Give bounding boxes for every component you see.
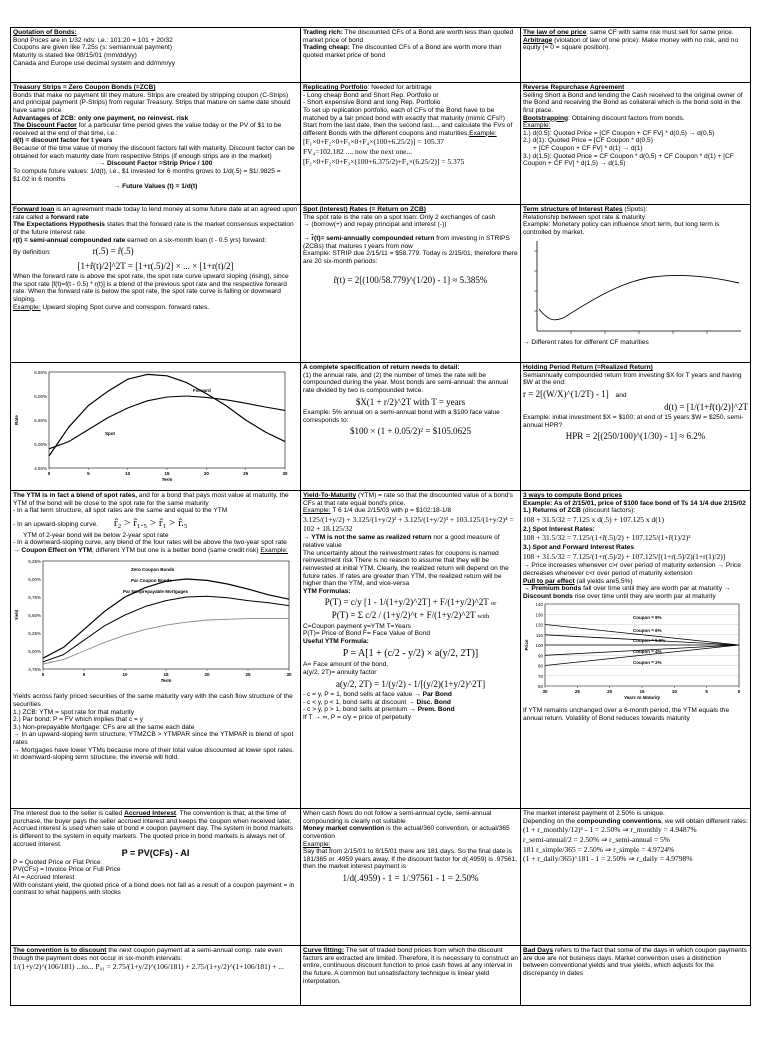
bootstrap-result: → d(0,5)	[688, 129, 715, 137]
bond-pricing-section	[521, 491, 751, 809]
ytm-blend-term: The YTM is in fact a blend of spot rates,	[13, 492, 138, 499]
term-structure-caption: → Different rates for different CF maturities	[523, 339, 649, 347]
compounding-text: , we will obtain different rates:	[661, 817, 748, 825]
ytm-title: Yield-To-Maturity	[303, 492, 357, 499]
replication-equation: [F₁×0+F₂×0+F₃×0+F₄×(100+6.25/2)] = 105.37	[303, 137, 445, 147]
return-specification-section	[301, 363, 521, 491]
example-label: Example:	[260, 546, 288, 554]
y-tick-label: 5.00%	[34, 442, 47, 447]
x-tick-label: 25	[243, 471, 249, 476]
coupon-effect-term: → Coupon Effect on YTM	[13, 546, 92, 554]
x-tick-label: 20	[203, 471, 209, 476]
spot-curve-sketch	[539, 275, 739, 319]
accrued-interest-variable: AI = Accrued Interest	[13, 873, 75, 881]
with-label: with	[477, 613, 490, 621]
daily-rate-equation: (1 + r_daily/365)^181 - 1 = 2.50% ⇒ r_daily = 4.9798%	[523, 854, 693, 864]
replicating-text: To set up replication portfolio, each of CFs of the Bond have to be matched by a fair priced bond with exactly that maturity (mimic CFs!!)	[303, 106, 505, 122]
monthly-rate-equation: (1 + r_monthly/12)⁶ - 1 = 2.50% ⇒ r_monthly = 4.9487%	[523, 825, 697, 835]
reverse-repo-bootstrapping-section	[521, 83, 751, 205]
strips-text: Bonds that make no payment till they mature. Strips are created by stripping coupon (C-Strips) and principal payment (P-Strips) from regular Treasury. Strips that mature on same date should have same price	[13, 91, 291, 114]
semi-annual-rate-equation: r_semi-annual/2 = 2.50% ⇒ r_semi-annual = 5%	[523, 834, 671, 844]
curve-fitting-section	[301, 946, 521, 1006]
reverse-repo-title: Reverse Repurchase Agreement	[523, 84, 625, 91]
forward-loan-text: is an agreement made today to lend money at some future date at an agreed upon rate called a	[13, 206, 298, 221]
forward-spot-chart-section	[11, 363, 301, 491]
bond-case: - c > y, p > 1, bond sells at premium	[303, 706, 410, 714]
y-tick-label: 6,25%	[28, 558, 41, 564]
reinvestment-risk-text: The uncertainty about the reinvestment rates for coupons is named reinvestment risk There is no reason to assume that they will be reinvested at initial YTM. Clearly, the realized return will depend on the future rates. If rates are greater than YTM, the realized return will be higher than the YTM, and vice-versa	[303, 549, 509, 588]
term-structure-subtitle: (Spots):	[622, 206, 648, 213]
series-line	[43, 596, 289, 662]
curve-fitting-term: Curve fitting:	[303, 947, 345, 954]
y-tick-label: 5,50%	[28, 612, 41, 618]
accrued-interest-section	[11, 809, 301, 946]
return-spec-example: Example: 5% annual on a semi-annual bond with a $100 face value corresponds to:	[303, 409, 500, 424]
yield-variation-text: Yields across fairly priced securities of the same maturity vary with the cash flow structure of the securities	[13, 693, 293, 708]
y-tick-label: 120	[535, 622, 543, 628]
forward-rate-definition-text: earned on a six-month loan (t - 0.5 yrs) forward:	[125, 236, 267, 244]
ytm-formula: P(T) = c/y [1 - 1/(1+y/2)^2T] + F/(1+y/2)^2T	[324, 597, 489, 608]
discount-bonds-label: → Discount bonds	[523, 585, 731, 600]
spot-rates-title: Spot (Interest) Rates (= Return on ZCB)	[303, 206, 426, 213]
y-tick-label: 140	[535, 602, 543, 608]
money-market-example: Say that from 2/15/01 to 8/15/01 there are 181 days. So the final date is 181/365 or .4959 years away. If the discount factor for d(.4959) is .97561, then the market interest payment is	[303, 848, 517, 871]
y-tick-label: 4.50%	[34, 466, 47, 471]
replicating-bullet: - Short expensive Bond and long Rep. Portfolio	[303, 99, 441, 107]
example-label: Example:	[303, 507, 331, 515]
replication-equation: [F₁×0+F₂×0+F₃×(100+6.375/2)+F₄×(6.25/2)] = 5.375	[303, 156, 465, 166]
forward-vs-spot-text: When the forward rate is above the spot rate, the spot rate curve upward sloping (rising), since the spot rate [f(t)=f(t - 0.5) * r(t)] is a blend of the previous spot rate and the respective forward rate. When the forward rate is below the spot rate, the spot rate curve is falling or downward sloping.	[13, 273, 289, 303]
premium-bonds-label: → Premium bonds	[523, 585, 582, 593]
quotation-line: Canada and Europe use decimal system and dd/mm/yy	[13, 59, 175, 67]
term-structure-sketch	[523, 237, 747, 337]
y-tick-label: 70	[537, 674, 543, 680]
x-tick-label: 10	[125, 471, 131, 476]
ytm-blend-section	[11, 491, 301, 809]
compounding-equation: $X(1 + r/2)^2T with T = years	[355, 396, 466, 407]
ytm-formula: P(T) = Σ c/2 / (1+y/2)^t + F/(1+y/2)^2T	[331, 610, 476, 621]
forward-price-equation: 108 + 31.5/32 = 7.125/(1+r(.5)/2) + 107.125/[(1+r(.5)/2)(1+r(1)/2)]	[523, 551, 726, 561]
replicating-title-desc: : Needed for arbitrage	[367, 84, 432, 91]
series-label: Par Coupon Bonds	[131, 577, 172, 583]
method-subtitle: (discount factors):	[580, 507, 636, 515]
replicating-bullet: - Long cheap Bond and Short Rep. Portfolio or	[303, 91, 439, 99]
series-line	[43, 618, 289, 663]
series-line	[49, 374, 285, 456]
reverse-repo-text: Selling Short a Bond and lending the Cash received to the original owner of the Bond and receiving the Bond as collateral which is the bond sold in the first place.	[523, 91, 743, 114]
trading-rich-term: Trading rich:	[303, 29, 343, 36]
trading-section	[301, 28, 521, 83]
bond-pricing-title: 3 ways to compute Bond prices	[523, 492, 622, 499]
accrued-interest-variable: P = Quoted Price or Flat Price	[13, 858, 101, 866]
future-value-formula: → Future Values (t) = 1/d(t)	[113, 183, 198, 191]
bond-pricing-example: Example: As of 2/15/01, price of $100 face bond of Ts 14 1/4 due 2/15/02	[523, 499, 746, 507]
pull-to-par-text: rise over time until they are worth par at maturity	[572, 592, 716, 600]
arbitrage-text: (violation of law of one price): Make money with no risk, and no equity (= 0 = square position).	[523, 36, 739, 52]
spot-rate-equation: r̂(t) = 2[(100/58.779)^(1/20) - 1] ≈ 5.385%	[333, 275, 488, 286]
accrued-interest-text: . The convention is that, at the time of purchase, the buyer pays the seller accrued interest and keeps the coupon when received later. Accrued interest is used when sale of bond ≠ coupon payment day. The system in bond markets is different to the system in equity markets. The quoted price in bond markets is always net of accrued interest.	[13, 810, 294, 848]
bad-days-section	[521, 946, 751, 1006]
bad-days-term: Bad Days	[523, 947, 554, 954]
strips-title: Treasury Strips = Zero Coupon Bonds (=ZCB)	[13, 84, 156, 91]
quotation-line: Bond Prices are in 1/32 nds: i.e.: 101:20 = 101 + 20/32	[13, 36, 173, 44]
coupon-effect-chart	[13, 555, 298, 691]
x-axis-label: Term	[161, 477, 173, 482]
accrued-interest-term: Accrued Interest	[124, 810, 177, 817]
ytm-bullet: - In a downward-sloping curve, any blend of the four rates will be above the two-year spot rate	[13, 539, 287, 547]
yield-list-item: In downward-sloping term structure, the inverse will hold.	[13, 754, 180, 762]
y-tick-label: 110	[535, 633, 543, 639]
series-label: Coupon = 6%	[633, 628, 662, 634]
bootstrapping-title: Bootstrapping	[523, 114, 569, 122]
method-title: 3.) Spot and Forward Interest Rates	[523, 543, 635, 551]
convention-term: The convention is to discount	[13, 947, 107, 954]
treasury-strips-section	[11, 83, 301, 205]
ytm-blend-text: and for a bond that pays most value at maturity, the YTM of the bond will be close to the spot rate for the same maturity	[13, 492, 289, 507]
convention-equation: 1/(1+y/2)^(106/181) ...to... P₀₁ = 2.75/(1+y/2)^(106/181) + 2.75/(1+y/2)^(1+106/181) + ...	[13, 962, 284, 972]
sketch-ticks	[534, 251, 707, 334]
y-tick-label: 130	[535, 612, 543, 618]
series-label: Coupon = 2%	[633, 660, 662, 666]
compounding-example-equation: $100 × (1 + 0.05/2)² = $105.0625	[350, 426, 471, 437]
x-axis-label: Term	[160, 677, 172, 683]
trading-rich-text: The discounted CFs of a Bond are worth less than quoted market price of bond	[303, 29, 514, 44]
par-bond-label: → Par Bond	[414, 690, 452, 698]
spot-rate-definition-text: from investing in STRIPS (ZCBs) that matures t years from now	[303, 234, 510, 250]
replicating-text: Start from the last date, then the second last..., and calculate the FVs of different Bonds with the different coupons and maturities.	[303, 122, 513, 137]
x-tick-label: 15	[164, 471, 170, 476]
perpetuity-text: If T → ∞, P = c/y = price of perpetuity	[303, 713, 412, 721]
spot-ordering-equation: r̂₂ > r̂₁.₅ > r̂₁ > r̂.₅	[113, 516, 188, 529]
expectations-hypothesis-term: The Expectations Hypothesis	[13, 221, 105, 229]
x-tick-label: 20	[607, 689, 613, 695]
law-of-one-price-section	[521, 28, 751, 83]
hpr-text: Semiannually compounded return from investing $X for T years and having $W at the end:	[523, 371, 742, 387]
replicating-title: Replicating Portfolio	[303, 84, 368, 91]
coupon-discount-convention-section	[11, 946, 301, 1006]
ytm-bullet: YTM of 2-year bond will be below 2-year spot rate	[23, 531, 169, 539]
yield-list-item: 3.) Non-prepayable Mortgage: CFs are all the same each date	[13, 723, 195, 731]
bad-days-text: refers to the fact that some of the days in which coupon payments are due are not business days. Market convention uses a distinction between conventional yields and true yields, which adjusts for the discrepancy in dates	[523, 947, 747, 977]
y-tick-label: 4,75%	[28, 666, 41, 672]
x-tick-label: 10	[671, 689, 677, 695]
bootstrap-result: → d(1,5)	[599, 160, 626, 168]
hpr-example: Example: initial investment $X = $100; at end of 15 years $W = $250, semi-annual HPR?	[523, 414, 744, 429]
spot-rates-text: The spot rate is the rate on a spot loan: Only 2 exchanges of cash	[303, 213, 496, 221]
fv4-result: FV₄=102.182 .... now the next one...	[303, 147, 413, 157]
y-tick-label: 5.50%	[34, 418, 47, 423]
coupon-effect-text: , different YTM but one is a better bond (same credit risk)	[92, 546, 259, 554]
forward-loan-term: Forward loan	[13, 206, 55, 213]
series-label: Spot	[105, 431, 115, 436]
example-label: Example:	[13, 303, 41, 311]
premium-bond-label: → Prem. Bond	[409, 706, 455, 714]
x-tick-label: 25	[245, 671, 251, 677]
y-tick-label: 6.50%	[34, 370, 47, 375]
series-label: Par Nonprepayable Mortgages	[123, 588, 189, 594]
series-label: Coupon = 4%	[633, 649, 662, 655]
discount-factor-paragraph: Because of the time value of money the discount factors fall with maturity. Discount factor can be obtained for each maturity date from respective Strips (if enough strips are in the market)	[13, 145, 295, 160]
yield-list-item: → In an upward-sloping term structure, YTMZCB > YTMPAR since the YTMPAR is blend of spot rates	[13, 731, 294, 747]
forward-loan-section	[11, 205, 301, 363]
y-axis-label: Price	[524, 639, 529, 651]
bootstrap-step: 3.) d(1,5): Quoted Price = CF Coupon * d(0,5) + CF Coupon * d(1) + [CF Coupon + CF FV] * d(1,5)	[523, 152, 734, 168]
spot-rate-definition: → r̂(t)= semi-annually compounded return	[303, 234, 435, 242]
hpr-example-equation: HPR = 2[(250/100)^(1/30) - 1] ≈ 6.2%	[565, 431, 706, 442]
discount-factor-text: for a particular time period gives the value today or the PV of $1 to be received at the end of that time, i.e.:	[13, 122, 282, 137]
useful-ytm-title: Useful YTM Formula:	[303, 637, 369, 645]
discount-factor-equation: d(t) = [1/(1+r̂(t)/2)]^2T	[664, 401, 748, 412]
x-tick-label: 10	[122, 671, 128, 677]
x-tick-label: 15	[639, 689, 645, 695]
and-label: and	[615, 391, 627, 399]
law-text: : same CF with same risk must sell for same price.	[586, 29, 734, 36]
ytm-variables: C=Coupon payment y=YTM T=Years	[303, 622, 411, 630]
yield-list-item: 2.) Par bond: P = FV which implies that c = y	[13, 716, 143, 724]
replicating-portfolio-section	[301, 83, 521, 205]
discount-bond-label: → Disc. Bond	[408, 698, 451, 706]
bootstrap-step: + [CF Coupon + CF FV] * d(1)	[533, 145, 621, 153]
bootstrap-step: 1.) d(0.5): Quoted Price = [CF Coupon + CF FV] * d(0,5)	[523, 129, 687, 137]
money-market-term: Money market convention	[303, 825, 385, 833]
ytm-example-equation: 3.125/(1+y/2) + 3.125/(1+y/2)² + 3.125/(1+y/2)³ + 103.125/(1+y/2)⁴ = 102 + 18.125/32	[303, 514, 514, 533]
term-structure-section	[521, 205, 751, 363]
zcb-price-equation: 108 + 31.5/32 = 7.125 x d(.5) + 107.125 x d(1)	[523, 514, 665, 524]
forward-example-text: Upward sloping Spot curve and correspon. forward rates.	[40, 303, 210, 311]
method-title: 2.) Spot Interest Rates:	[523, 525, 595, 533]
spot-rates-text: → (borrow(+) and repay principal and interest (-))	[303, 221, 447, 229]
forward-equation: r(.5) = r̂(.5)	[92, 246, 134, 257]
x-tick-label: 20	[204, 671, 210, 677]
ytm-formulas-title: YTM Formulas:	[303, 587, 351, 595]
ytm-realized-term: → YTM is not the same as realized return	[303, 534, 432, 542]
series-label: Coupon = 8%	[633, 615, 662, 621]
x-tick-label: 30	[542, 689, 548, 695]
example-label: Example:	[469, 129, 497, 137]
y-tick-label: 90	[537, 653, 543, 659]
money-market-equation: 1/d(.4959) - 1 = 1/.97561 - 1 = 2.50%	[342, 873, 479, 884]
pull-to-par-text: fall over time until they are worth par at maturity	[581, 585, 724, 593]
pull-to-par-subtitle: (all yields are5,5%)	[574, 577, 633, 585]
term-structure-text: Relationship between spot rate & maturity	[523, 213, 646, 221]
series-label: Zero Coupon Bonds	[131, 566, 175, 572]
accrued-interest-text: With constant yield, the quoted price of a bond does not fall as a result of a coupon payment = in contrast to what happens with stocks	[13, 881, 295, 897]
arbitrage-term: Arbitrage	[523, 36, 553, 44]
example-label: Example:	[303, 840, 331, 848]
x-tick-label: 5	[87, 471, 90, 476]
plot-area	[49, 372, 285, 468]
quotation-line: Coupons are given like 7.25s (s: semiannual payment)	[13, 44, 173, 52]
x-tick-label: 30	[286, 671, 292, 677]
by-definition-label: By definition:	[13, 249, 51, 257]
x-tick-label: 25	[574, 689, 580, 695]
y-tick-label: 5,00%	[28, 648, 41, 654]
quotation-title: Quotation of Bonds:	[13, 29, 77, 36]
cheat-sheet	[10, 27, 751, 1006]
compounding-conventions-section	[521, 809, 751, 946]
convention-text: the next coupon payment at a semi-annual comp. rate even though the payment does not occur in six-month intervals:	[13, 947, 282, 962]
holding-period-return-section	[521, 363, 751, 491]
useful-ytm-formula: P = A[1 + (c/2 - y/2) × a(y/2, 2T)]	[342, 647, 479, 659]
bootstrap-step: 2.) d(1): Quoted Price = [CF Coupon * d(0,5)	[523, 137, 653, 145]
money-market-section	[301, 809, 521, 946]
x-tick-label: 0	[47, 471, 51, 476]
curve-fitting-text: The set of traded bond prices from which the discount factors are extracted are limited. Therefore, it is necessary to construct an entire, continuous discount function to price cash flows at any interval in the future. A common but unsatisfactory technique is linear yield interpolation.	[303, 947, 519, 985]
y-tick-label: 60	[537, 684, 543, 690]
y-tick-label: 5,25%	[28, 630, 41, 636]
trading-cheap-term: Trading cheap:	[303, 44, 350, 52]
ytm-definition: (YTM) = rate so that the discounted value of a bond's CFs at that rate equal bond's price.	[303, 492, 513, 507]
bond-case: - c = y, P = 1, bond sells at face value	[303, 690, 415, 698]
ytm-section	[301, 491, 521, 809]
x-axis-label: Years to Maturity	[623, 695, 661, 701]
money-market-text: When cash flows do not follow a semi-annual cycle, semi-annual compounding is clearly not suitable	[303, 810, 492, 825]
y-axis-label: Rate	[14, 415, 19, 425]
forward-spot-chart	[13, 364, 298, 488]
spot-price-equation: 108 + 31.5/32 = 7.125/(1+r̂(.5)/2) + 107.125/(1+r̂(1)/2)²	[523, 533, 691, 543]
y-tick-label: 6.00%	[34, 394, 47, 399]
law-term: The law of one price	[523, 29, 587, 36]
trading-cheap-text: The discounted CFs of a Bond are worth more than quoted market price of bond	[303, 44, 502, 59]
return-spec-text: A complete specification of return needs to detail:	[303, 364, 460, 371]
ytm-bullet: - In a flat term structure, all spot rates are the same and equal to the YTM	[13, 507, 228, 515]
ytm-realized-text: nor a good measure of relative value	[303, 534, 500, 549]
money-market-text: is the actual/360 convention, or actual/365 convention	[303, 825, 510, 840]
method-title: 1.) Returns of ZCB	[523, 507, 581, 515]
term-structure-title: Term structure of Interest Rates	[523, 206, 623, 213]
simple-rate-equation: 181 r_simple/365 = 2.50% ⇒ r_simple = 4.9724%	[523, 844, 675, 854]
y-tick-label: 80	[537, 663, 543, 669]
forward-equation: [1+r̂(t)/2]^2T = [1+r(.5)/2] × ... × [1+r(t)/2]	[77, 260, 234, 271]
bond-quotation-section	[11, 28, 301, 83]
hpr-title: Holding Period Return (=Realized Return)	[523, 364, 653, 371]
x-tick-label: 0	[737, 689, 741, 695]
y-tick-label: 100	[535, 643, 543, 649]
expectations-hypothesis-text: states that the forward rate is the market consensus expectation of the future interest rate.	[13, 221, 294, 236]
spot-rate-example: Example: STRIP due 2/15/11 = $58.779. Today is 2/15/01, therefore there are 20 six-month periods:	[303, 250, 518, 265]
bootstrap-result: → d(1)	[622, 145, 643, 153]
future-value-text: To compute future values: 1/d(t), i.e., $1 invested for 6 months grows to 1/d(.5) = $1/.9825 = $1.02 in 6 months	[13, 168, 281, 183]
bootstrapping-text: : Obtaining discount factors from bonds.	[568, 114, 685, 122]
return-spec-text: (1) the annual rate, and (2) the number of times the rate will be compounded during the year. Most bonds are semi-annual: the annual rate divided by two is compounded twice.	[303, 371, 508, 394]
y-tick-label: 6,00%	[28, 576, 41, 582]
ytm-annual-return-text: If YTM remains unchanged over a 6-month period, the YTM equals the annual return. Volatility of Bond reduces towards maturity	[523, 707, 730, 722]
discount-factor-term: The Discount Factor	[13, 122, 77, 130]
ytm-bullet: - In an upward-sloping curve.	[13, 520, 99, 528]
y-axis-label: Yield	[14, 609, 19, 620]
series-label: Forward	[193, 388, 211, 393]
forward-rate-term: forward rate	[50, 213, 89, 221]
accrued-interest-variable: PV(CFs) = Invoice Price or Full Price	[13, 866, 121, 874]
x-tick-label: 30	[282, 471, 288, 476]
yield-list-item: 1.) ZCB: YTM = spot rate for that maturity	[13, 708, 134, 716]
compounding-text: The market interest payment of 2.50% is unique.	[523, 810, 665, 817]
ytm-variables: A= Face amount of the bond,	[303, 661, 389, 669]
x-tick-label: 0	[41, 671, 45, 677]
or-label: or	[490, 600, 497, 608]
x-tick-label: 15	[163, 671, 169, 677]
example-label: Example:	[523, 122, 551, 130]
term-structure-text: Example: Monetary policy can influence short term, but long term is controlled by market.	[523, 221, 720, 236]
bond-case: - c < y, p < 1, bond sells at discount	[303, 698, 409, 706]
x-tick-label: 5	[705, 689, 708, 695]
series-label: Coupon = 5.5%	[633, 638, 666, 644]
zcb-advantages: Advantages of ZCB: only one payment, no reinvest. risk	[13, 114, 189, 122]
x-tick-label: 5	[82, 671, 86, 677]
y-tick-label: 5,75%	[28, 594, 41, 600]
price-change-text: → Price increases whenever c>r over period of maturity extension → Price decreases whenever c<r over period of maturity extension	[523, 562, 741, 577]
forward-rate-definition: r(t) = semi-annual compounded rate	[13, 236, 126, 244]
accrued-interest-text: The interest due to the seller is called	[13, 810, 125, 817]
annuity-factor-formula: a(y/2, 2T) = 1/(y/2) - 1/[(y/2)(1+y/2)^2T]	[335, 678, 486, 689]
ytm-example: T 6 1/4 due 2/15/03 with p = $102:18-1/8	[330, 507, 452, 515]
discount-factor-definition: d(t) = discount factor for t years	[13, 137, 113, 145]
yield-list-item: → Mortgages have lower YTMs because more of their total value discounted at lower spot rates.	[13, 746, 294, 754]
spot-rates-section	[301, 205, 521, 363]
pull-to-par-chart	[523, 600, 748, 704]
pull-to-par-title: Pull to par effect	[523, 577, 575, 585]
quotation-line: Maturity is stated like 08/15/01 (mm/dd/yy)	[13, 51, 137, 59]
accrued-interest-formula: P = PV(CFs) - AI	[121, 848, 190, 859]
ytm-variables: a(y/2, 2T)= annuity factor	[303, 668, 377, 676]
discount-factor-formula: → Discount Factor =Strip Price / 100	[98, 160, 213, 168]
ytm-variables: P(T)= Price of Bond F= Face Value of Bond	[303, 630, 431, 638]
compounding-term: compounding conventions	[576, 817, 662, 825]
hpr-equation: r = 2[(W/X)^(1/2T) - 1]	[523, 388, 609, 399]
compounding-text: Depending on the	[523, 817, 577, 825]
